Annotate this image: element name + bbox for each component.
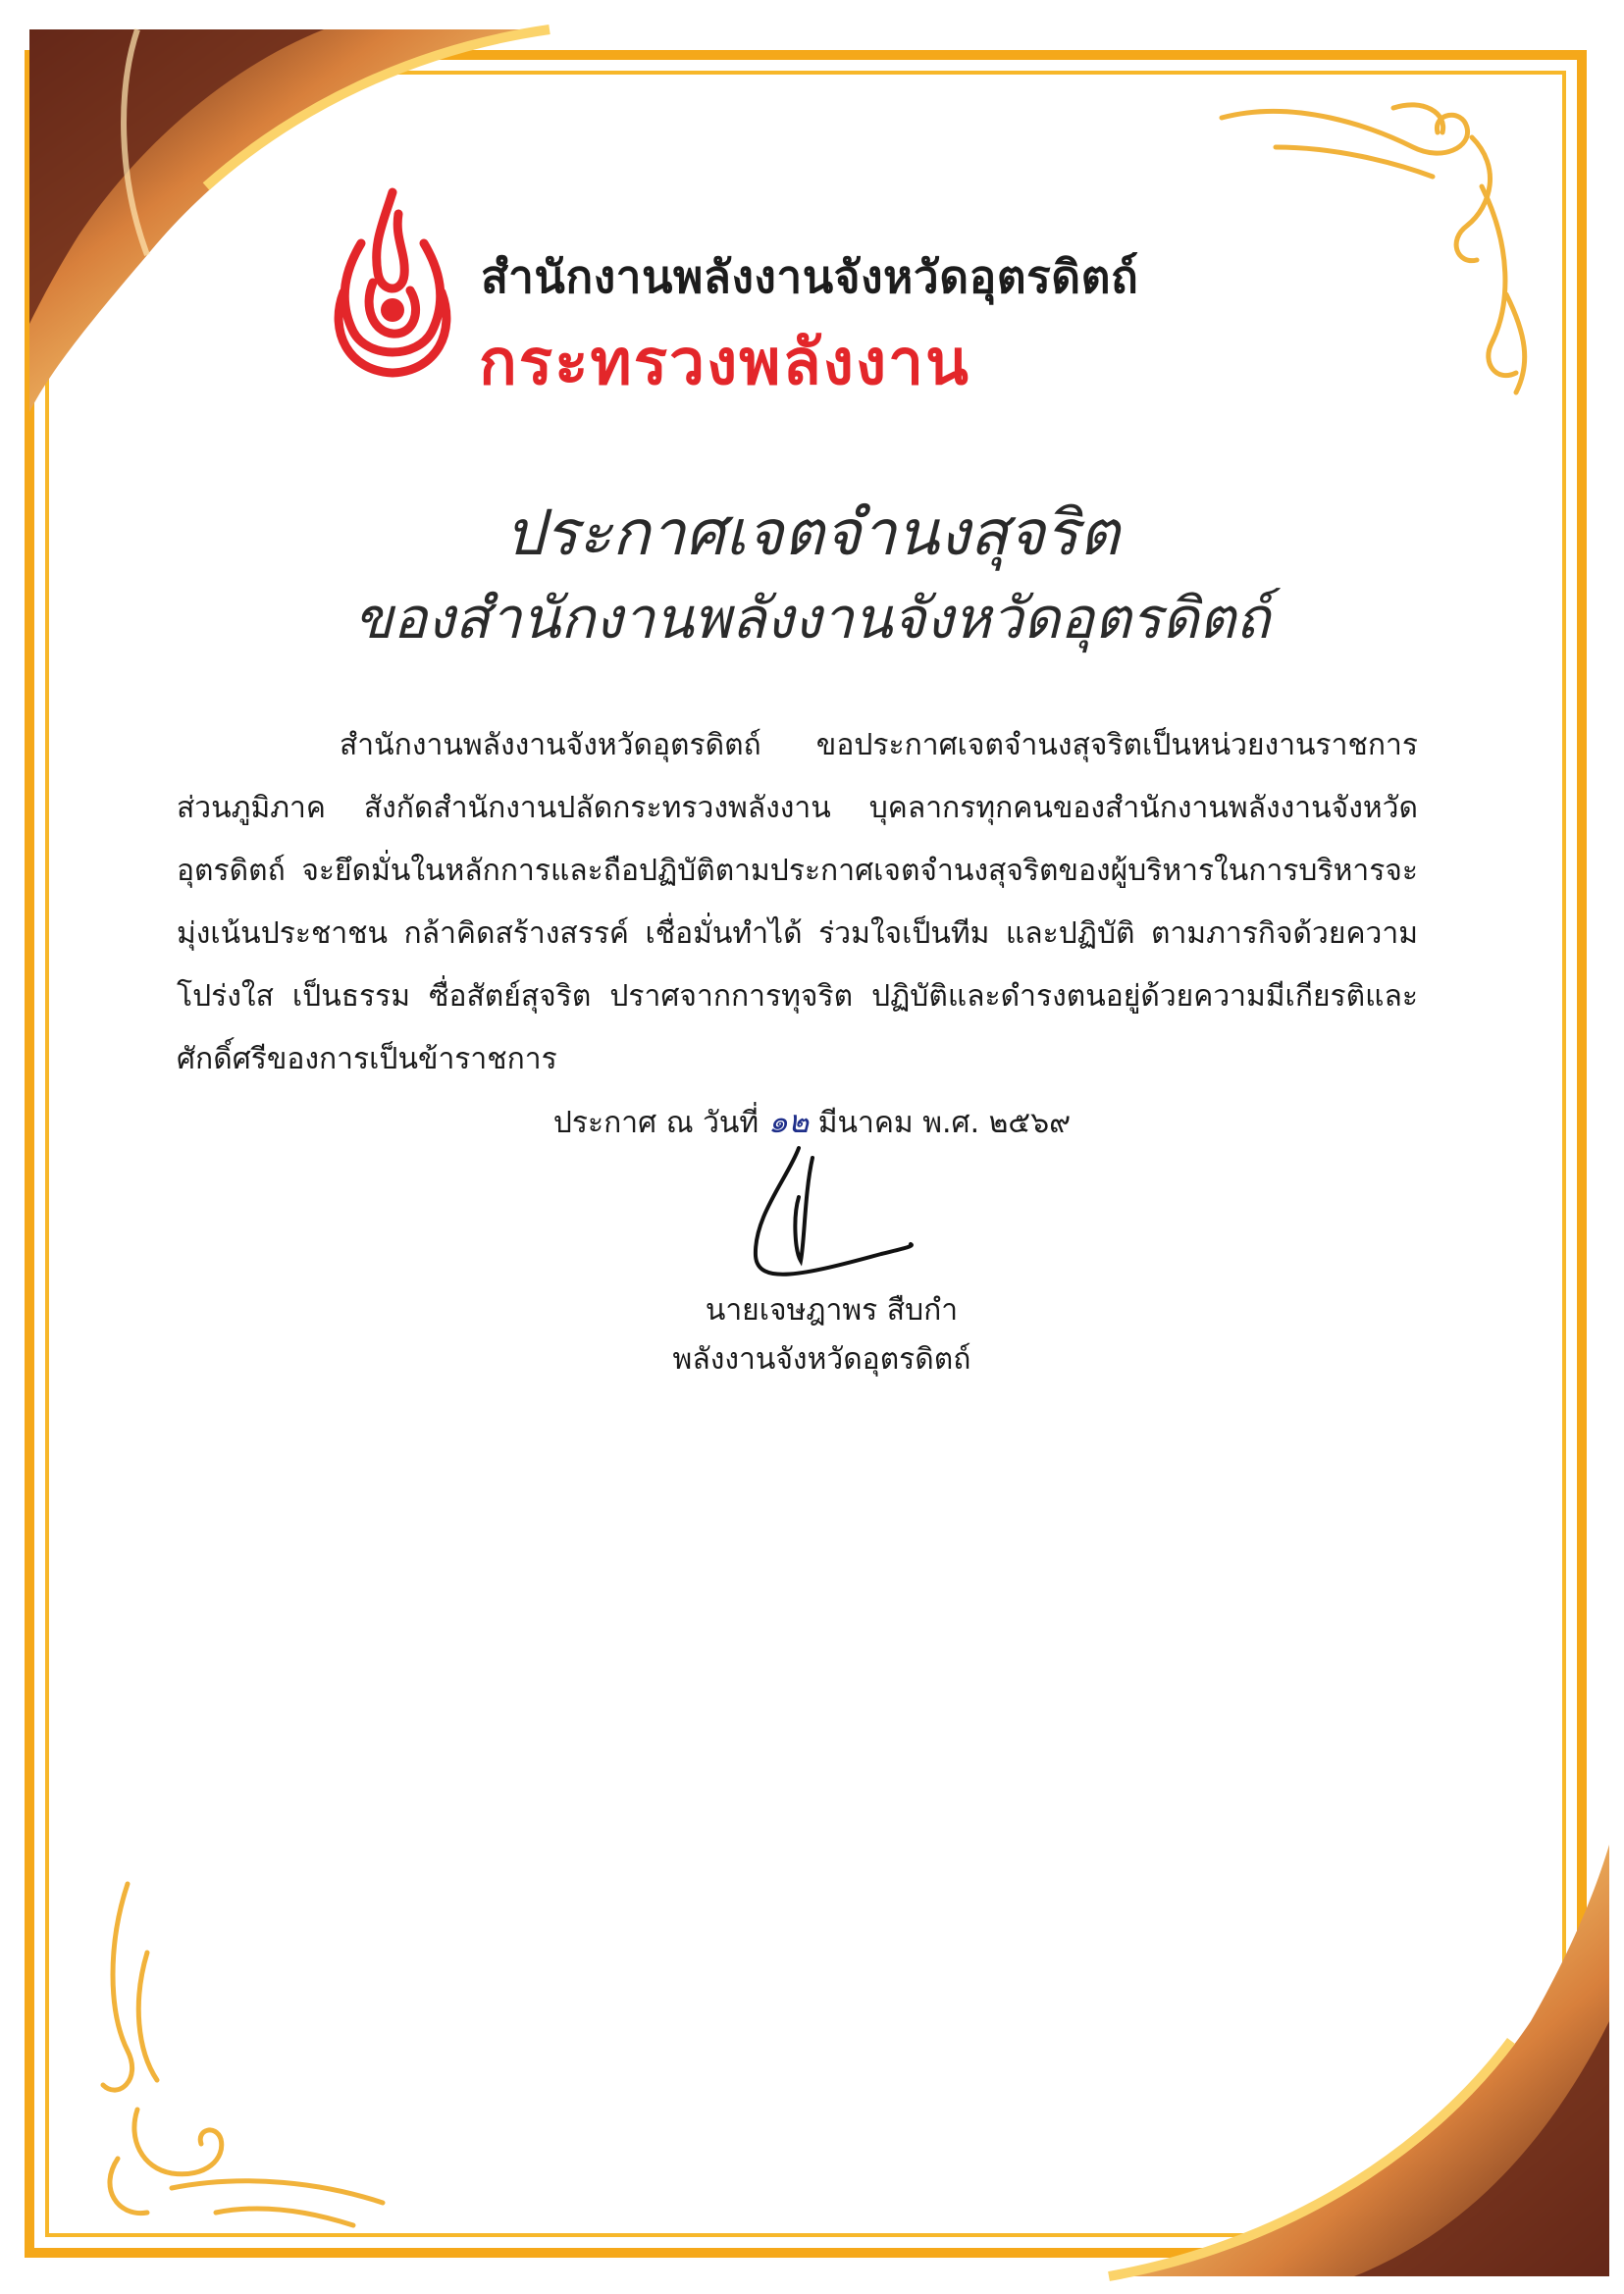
bottom-left-flourish-ornament: [103, 1884, 383, 2225]
announcement-prefix: ประกาศ ณ วันที่: [552, 1106, 760, 1140]
signer-position: พลังงานจังหวัดอุตรดิตถ์: [672, 1342, 971, 1377]
handwritten-signature: [734, 1138, 930, 1285]
bottom-right-swoosh: [1109, 1845, 1609, 2276]
ministry-name: กระทรวงพลังงาน: [479, 327, 970, 399]
energy-flame-logo-icon: [324, 184, 461, 381]
header-logo-block: [324, 184, 1315, 400]
declaration-body: [177, 714, 1418, 1091]
signer-name: นายเจษฎาพร สืบกำ: [705, 1293, 959, 1328]
document-title: ประกาศเจตจำนงสุจริต: [504, 497, 1120, 570]
announcement-day: ๑๒: [767, 1103, 810, 1140]
organization-name: สำนักงานพลังงานจังหวัดอุตรดิตถ์: [481, 250, 1139, 303]
declaration-paragraph: สำนักงานพลังงานจังหวัดอุตรดิตถ์ ขอประกาศเจตจำนงสุจริตเป็นหน่วยงานราชการส่วนภูมิภาค สังกัดสำนักงานปลัดกระทรวงพลังงาน บุคลากรทุกคนของสำนักงานพลังงานจังหวัดอุตรดิตถ์ จะยึดมั่นในหลักการและถือปฏิบัติตามประกาศเจตจำนงสุจริตของผู้บริหารในการบริหารจะมุ่งเน้นประชาชน กล้าคิดสร้างสรรค์ เชื่อมั่นทำได้ ร่วมใจเป็นทีม และปฏิบัติ ตามภารกิจด้วยความโปร่งใส เป็นธรรม ซื่อสัตย์สุจริต ปราศจากการทุจริต ปฏิบัติและดำรงตนอยู่ด้วยความมีเกียรติและศักดิ์ศรีของการเป็นข้าราชการ: [177, 728, 1418, 1076]
document-subtitle: ของสำนักงานพลังงานจังหวัดอุตรดิตถ์: [353, 585, 1271, 652]
announcement-month-year: มีนาคม พ.ศ. ๒๕๖๙: [817, 1106, 1072, 1140]
